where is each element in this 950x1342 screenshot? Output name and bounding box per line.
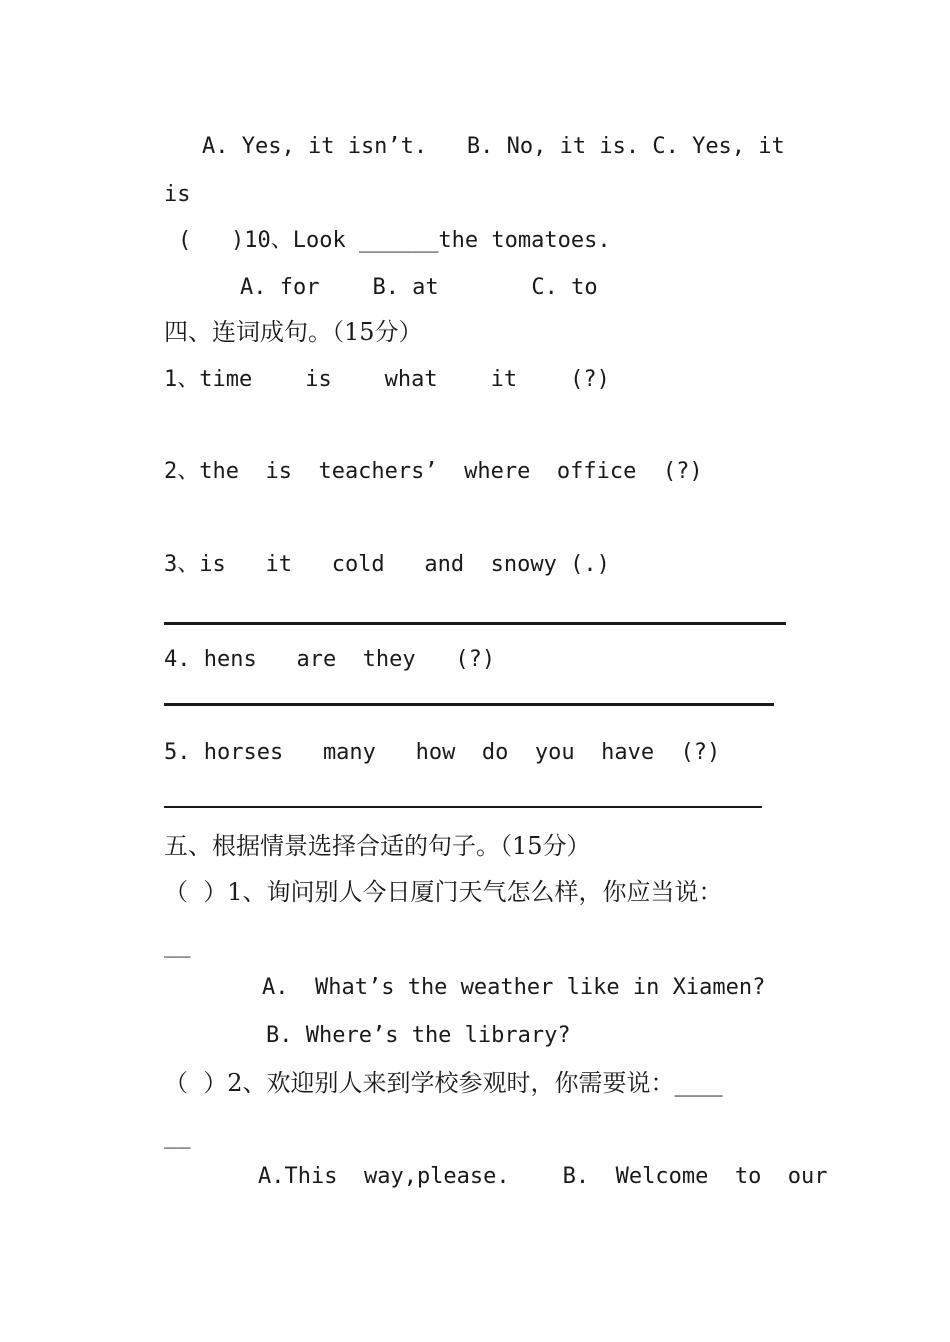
q9-options: A. Yes, it isn’t. B. No, it is. C. Yes, it [202, 134, 785, 159]
section-5-title: 五、根据情景选择合适的句子。（15分） [164, 832, 591, 860]
section-5-question-1-wrap: __ [164, 933, 191, 958]
section-4-title: 四、连词成句。（15分） [164, 318, 423, 346]
answer-line-3 [164, 622, 786, 625]
answer-line-5 [164, 806, 762, 808]
question-10: ( )10、Look ______the tomatoes. [178, 228, 611, 253]
section-4-question-3: 3、is it cold and snowy (.) [164, 552, 610, 577]
section-5-q2-options: A.This way,please. B. Welcome to our [258, 1164, 828, 1189]
section-5-question-2-wrap: __ [164, 1124, 191, 1149]
section-4-question-5: 5. horses many how do you have (?) [164, 740, 721, 765]
q10-options: A. for B. at C. to [240, 275, 598, 300]
section-4-question-4: 4. hens are they (?) [164, 647, 496, 672]
section-4-question-1: 1、time is what it (?) [164, 367, 610, 392]
section-5-question-1: （ ）1、询问别人今日厦门天气怎么样，你应当说： [164, 878, 723, 906]
section-4-question-2: 2、the is teachers’ where office (?) [164, 459, 703, 484]
section-5-q1-option-a: A. What’s the weather like in Xiamen? [262, 975, 766, 1000]
answer-line-4 [164, 703, 774, 706]
q9-options-wrap: is [164, 182, 191, 207]
section-5-question-2: （ ）2、欢迎别人来到学校参观时，你需要说：____ [164, 1069, 723, 1097]
section-5-q1-option-b: B. Where’s the library? [266, 1023, 571, 1048]
